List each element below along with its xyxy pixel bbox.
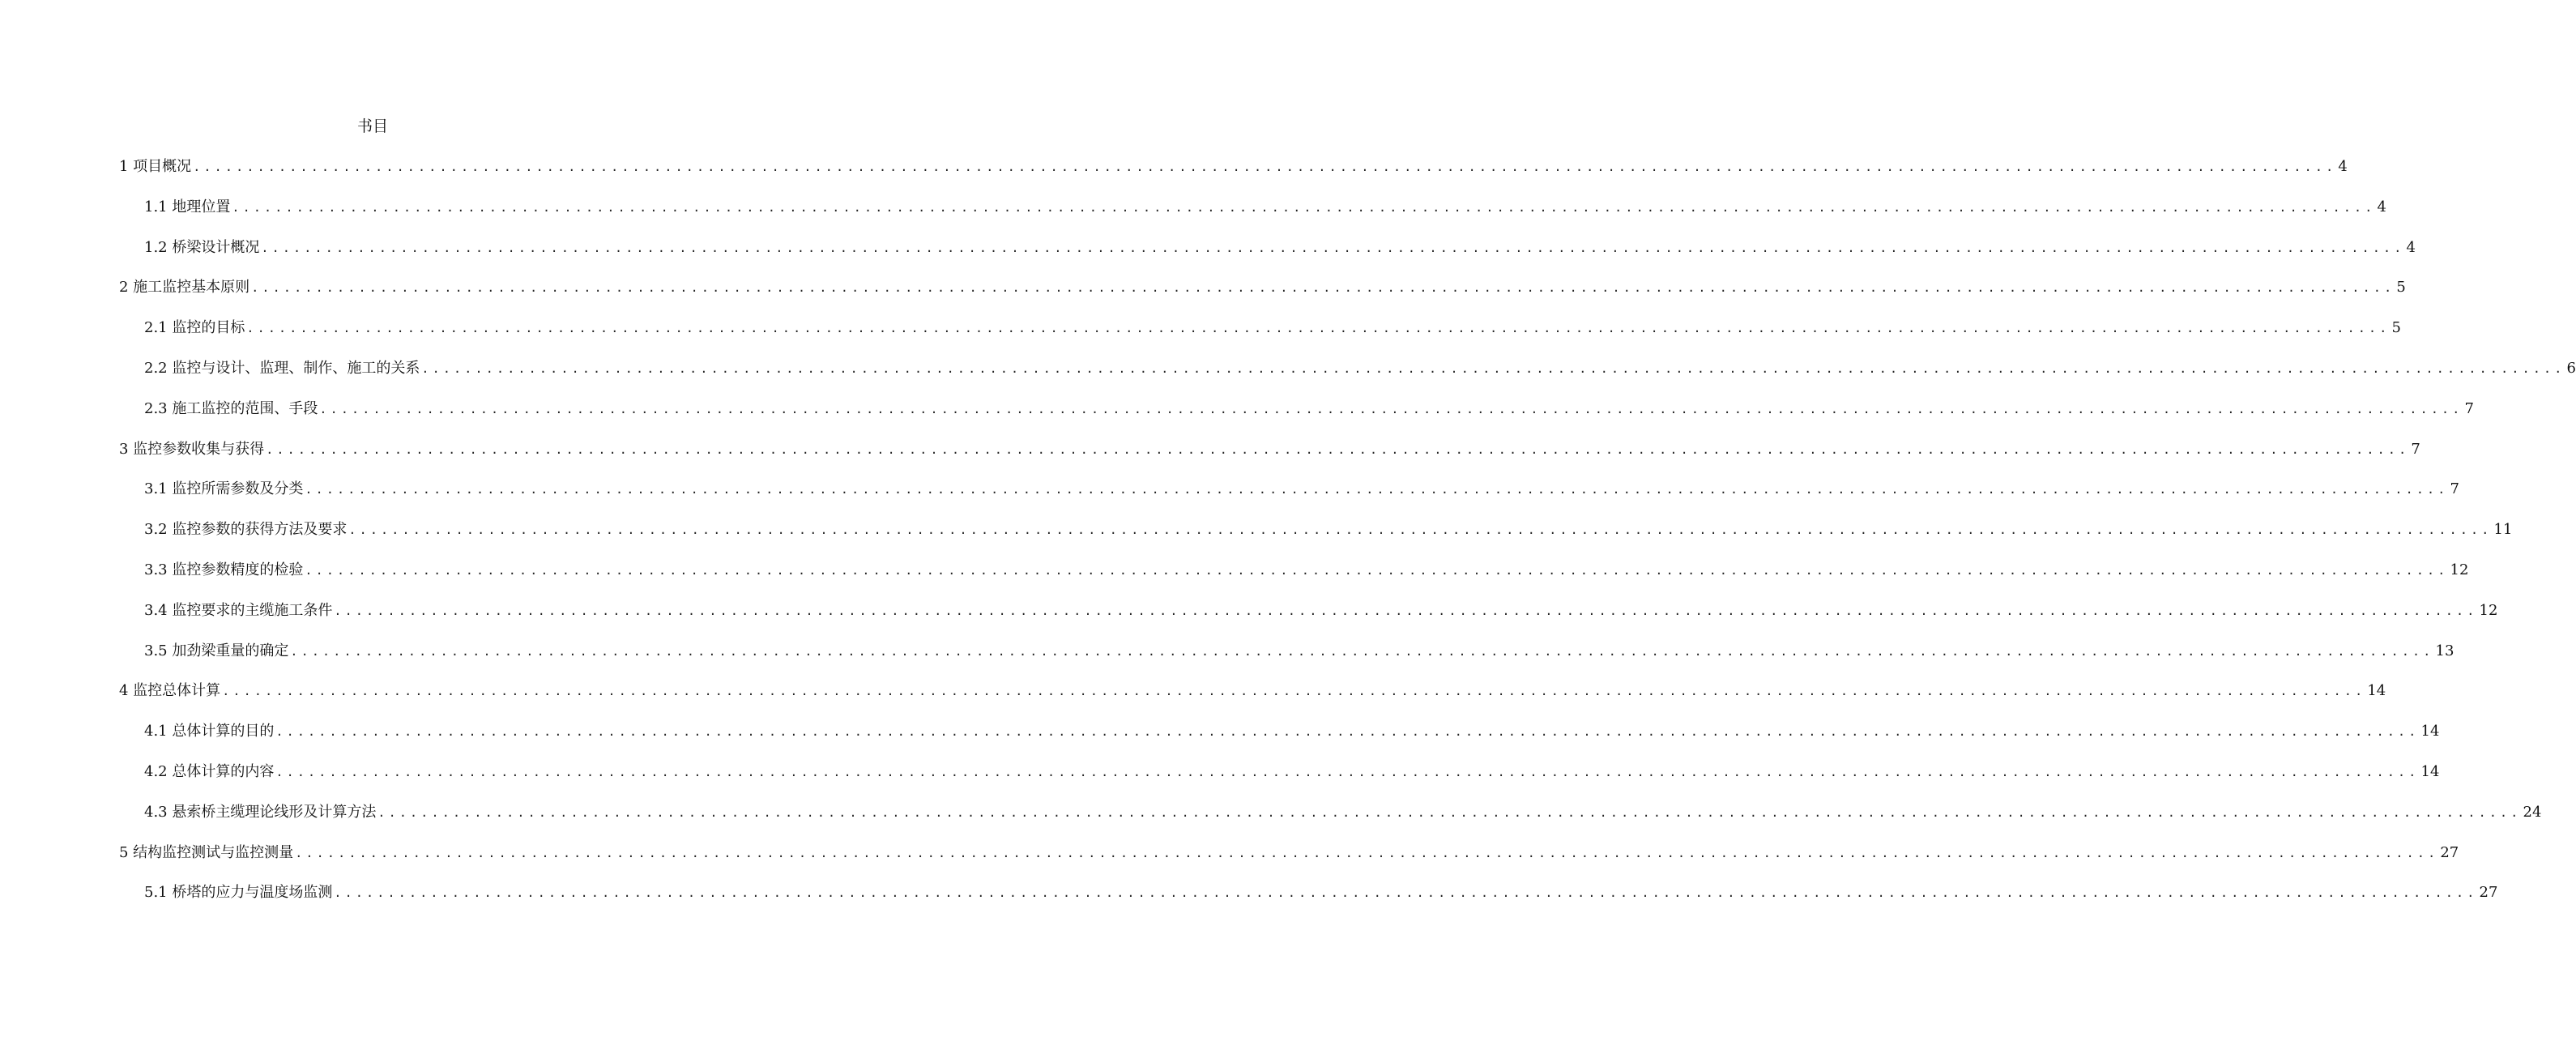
toc-dot-leader: ........................................................................................................................................................................................................ bbox=[246, 321, 2390, 335]
toc-dot-leader: ........................................................................................................................................................................................................ bbox=[348, 523, 2493, 537]
toc-entry-label: 3.2 监控参数的获得方法及要求 bbox=[144, 521, 348, 538]
toc-entry[interactable] bbox=[144, 802, 2542, 823]
toc-page-number: 7 bbox=[2464, 400, 2474, 417]
toc-entry[interactable] bbox=[144, 882, 2498, 903]
toc-entry[interactable] bbox=[144, 519, 2513, 540]
toc-dot-leader: ........................................................................................................................................................................................................ bbox=[232, 200, 2376, 215]
toc-entry[interactable] bbox=[144, 479, 2459, 500]
toc-entry-label: 3.1 监控所需参数及分类 bbox=[144, 480, 304, 497]
toc-entry-label: 4.3 悬索桥主缆理论线形及计算方法 bbox=[144, 804, 377, 821]
toc-entry-label: 5 结构监控测试与监控测量 bbox=[119, 844, 294, 861]
toc-page-number: 4 bbox=[2377, 198, 2386, 215]
toc-entry[interactable] bbox=[119, 681, 2386, 702]
toc-page-number: 24 bbox=[2523, 804, 2542, 821]
toc-entry[interactable] bbox=[144, 399, 2474, 420]
toc-dot-leader: ........................................................................................................................................................................................................ bbox=[222, 684, 2366, 698]
toc-entry-label: 4.2 总体计算的内容 bbox=[144, 763, 275, 780]
toc-dot-leader: ........................................................................................................................................................................................................ bbox=[377, 805, 2522, 820]
toc-entry[interactable] bbox=[144, 560, 2469, 581]
toc-dot-leader: ........................................................................................................................................................................................................ bbox=[334, 604, 2478, 618]
toc-dot-leader: ........................................................................................................................................................................................................ bbox=[261, 241, 2405, 255]
toc-dot-leader: ........................................................................................................................................................................................................ bbox=[305, 563, 2449, 578]
toc-dot-leader: ........................................................................................................................................................................................................ bbox=[266, 442, 2410, 457]
toc-page-number: 5 bbox=[2396, 279, 2406, 296]
toc-entry-label: 3.5 加劲梁重量的确定 bbox=[144, 642, 289, 659]
toc-dot-leader: ........................................................................................................................................................................................................ bbox=[290, 644, 2434, 659]
toc-page-number: 14 bbox=[2367, 682, 2386, 699]
toc-entry[interactable] bbox=[144, 641, 2454, 662]
toc-page-number: 14 bbox=[2420, 763, 2440, 780]
toc-dot-leader: ........................................................................................................................................................................................................ bbox=[251, 280, 2395, 295]
toc-page-number: 4 bbox=[2406, 239, 2416, 256]
toc-dot-leader: ........................................................................................................................................................................................................ bbox=[275, 724, 2420, 739]
toc-entry-label: 2 施工监控基本原则 bbox=[119, 279, 250, 296]
toc-page-number: 6 bbox=[2566, 360, 2576, 377]
toc-entry[interactable] bbox=[144, 762, 2440, 783]
toc-page-number: 27 bbox=[2479, 884, 2498, 901]
toc-page-number: 4 bbox=[2338, 158, 2348, 175]
toc-dot-leader: ........................................................................................................................................................................................................ bbox=[421, 361, 2565, 376]
toc-entry-label: 3.3 监控参数精度的检验 bbox=[144, 561, 304, 578]
toc-page-number: 11 bbox=[2493, 521, 2513, 538]
toc-entry[interactable] bbox=[144, 358, 2576, 379]
toc-entry-label: 4 监控总体计算 bbox=[119, 682, 221, 699]
toc-page-number: 7 bbox=[2411, 441, 2420, 458]
toc-page-number: 5 bbox=[2391, 319, 2401, 336]
toc-dot-leader: ........................................................................................................................................................................................................ bbox=[295, 846, 2439, 860]
toc-dot-leader: ........................................................................................................................................................................................................ bbox=[305, 482, 2449, 497]
toc-title: 书目 bbox=[356, 117, 388, 135]
toc-entry-label: 3.4 监控要求的主缆施工条件 bbox=[144, 602, 333, 619]
toc-entry[interactable] bbox=[119, 843, 2459, 864]
toc-page-number: 14 bbox=[2420, 723, 2440, 740]
toc-entry-label: 2.3 施工监控的范围、手段 bbox=[144, 400, 318, 417]
toc-entry[interactable] bbox=[119, 277, 2406, 298]
toc-dot-leader: ........................................................................................................................................................................................................ bbox=[319, 402, 2463, 416]
toc-entry[interactable] bbox=[144, 721, 2440, 742]
toc-entry-label: 2.2 监控与设计、监理、制作、施工的关系 bbox=[144, 360, 420, 377]
toc-page-number: 12 bbox=[2450, 561, 2469, 578]
toc-dot-leader: ........................................................................................................................................................................................................ bbox=[334, 885, 2478, 900]
toc-entry-label: 5.1 桥塔的应力与温度场监测 bbox=[144, 884, 333, 901]
toc-entry[interactable] bbox=[119, 439, 2420, 460]
toc-entry-label: 1.1 地理位置 bbox=[144, 198, 231, 215]
toc-entry[interactable] bbox=[144, 237, 2416, 258]
toc-entry[interactable] bbox=[144, 600, 2498, 621]
toc-entry-label: 3 监控参数收集与获得 bbox=[119, 441, 265, 458]
toc-page-number: 13 bbox=[2435, 642, 2454, 659]
toc-entry[interactable] bbox=[144, 318, 2401, 339]
toc-entry-label: 4.1 总体计算的目的 bbox=[144, 723, 275, 740]
toc-dot-leader: ........................................................................................................................................................................................................ bbox=[193, 160, 2337, 174]
toc-entry[interactable] bbox=[144, 197, 2386, 218]
toc-entry-label: 1.2 桥梁设计概况 bbox=[144, 239, 260, 256]
toc-entry-label: 2.1 监控的目标 bbox=[144, 319, 245, 336]
toc-page-number: 7 bbox=[2450, 480, 2459, 497]
toc-page-number: 12 bbox=[2479, 602, 2498, 619]
toc-page-number: 27 bbox=[2440, 844, 2459, 861]
toc-dot-leader: ........................................................................................................................................................................................................ bbox=[275, 765, 2420, 779]
toc-entry[interactable] bbox=[119, 156, 2348, 177]
toc-entry-label: 1 项目概况 bbox=[119, 158, 192, 175]
